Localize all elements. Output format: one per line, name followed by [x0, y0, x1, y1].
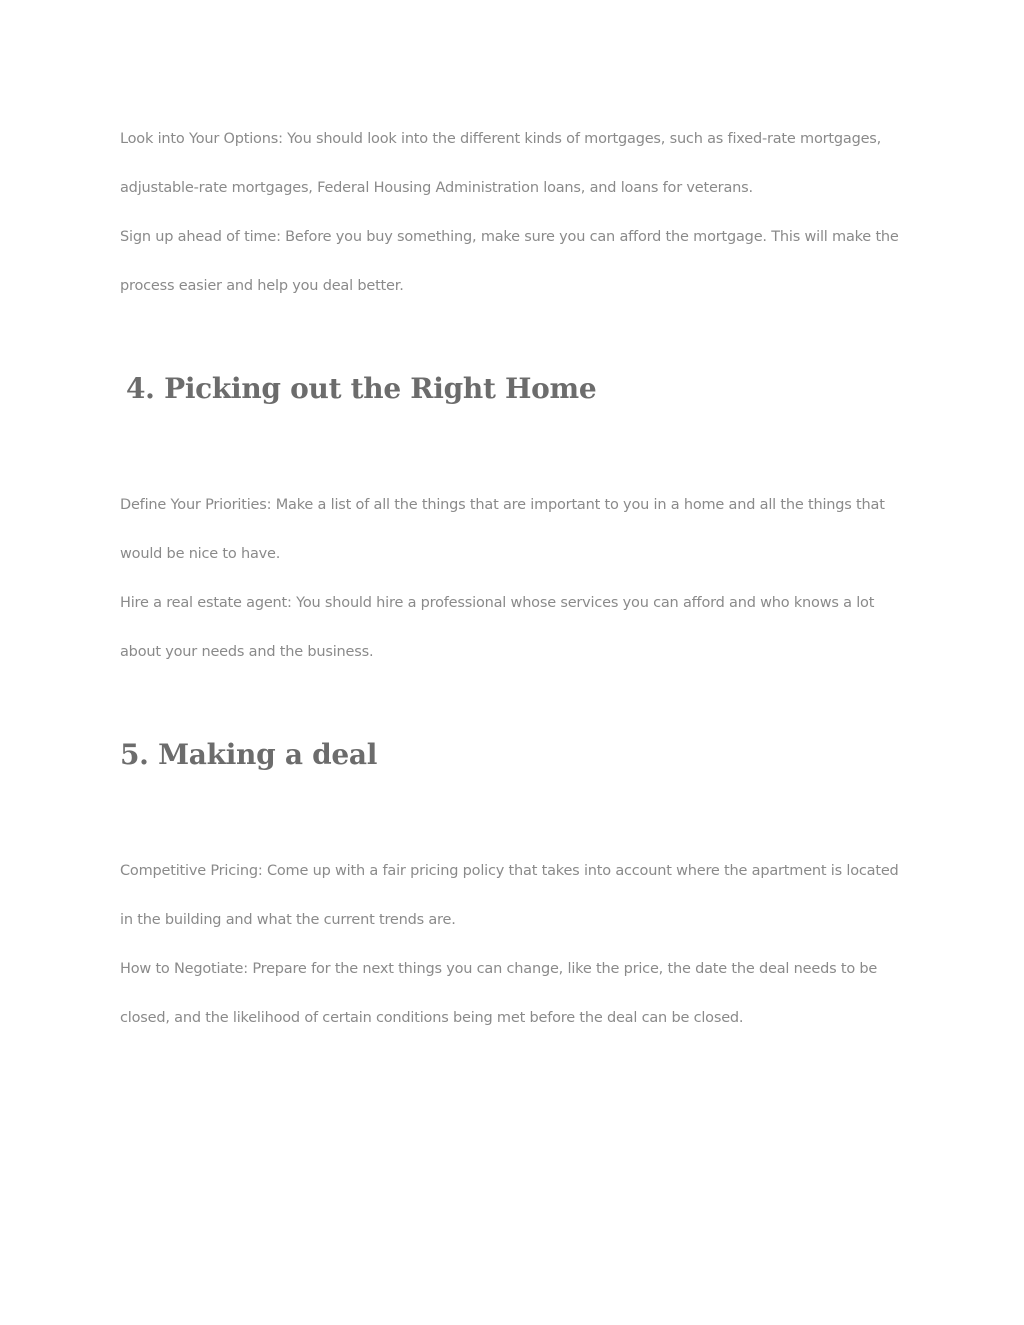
paragraph-hire-agent: Hire a real estate agent: You should hire a professional whose services you can afford and who knows a lot about your needs and the business.: [120, 595, 875, 660]
section-heading-making-deal: 5. Making a deal: [120, 738, 378, 771]
section-heading-picking-home: 4. Picking out the Right Home: [126, 372, 597, 405]
paragraph-look-into-options: Look into Your Options: You should look into the different kinds of mortgages, such as fixed-rate mortgages, adjustable-rate mortgages, Federal Housing Administration loans, and loans for veterans.: [120, 131, 882, 196]
paragraph-sign-up-ahead: Sign up ahead of time: Before you buy something, make sure you can afford the mortgage. This will make the process easier and help you deal better.: [120, 229, 899, 294]
paragraph-competitive-pricing: Competitive Pricing: Come up with a fair pricing policy that takes into account where the apartment is located in the building and what the current trends are.: [120, 863, 899, 928]
paragraph-define-priorities: Define Your Priorities: Make a list of all the things that are important to you in a home and all the things that would be nice to have.: [120, 497, 885, 562]
paragraph-how-to-negotiate: How to Negotiate: Prepare for the next things you can change, like the price, the date the deal needs to be closed, and the likelihood of certain conditions being met before the deal can be closed.: [120, 961, 878, 1026]
